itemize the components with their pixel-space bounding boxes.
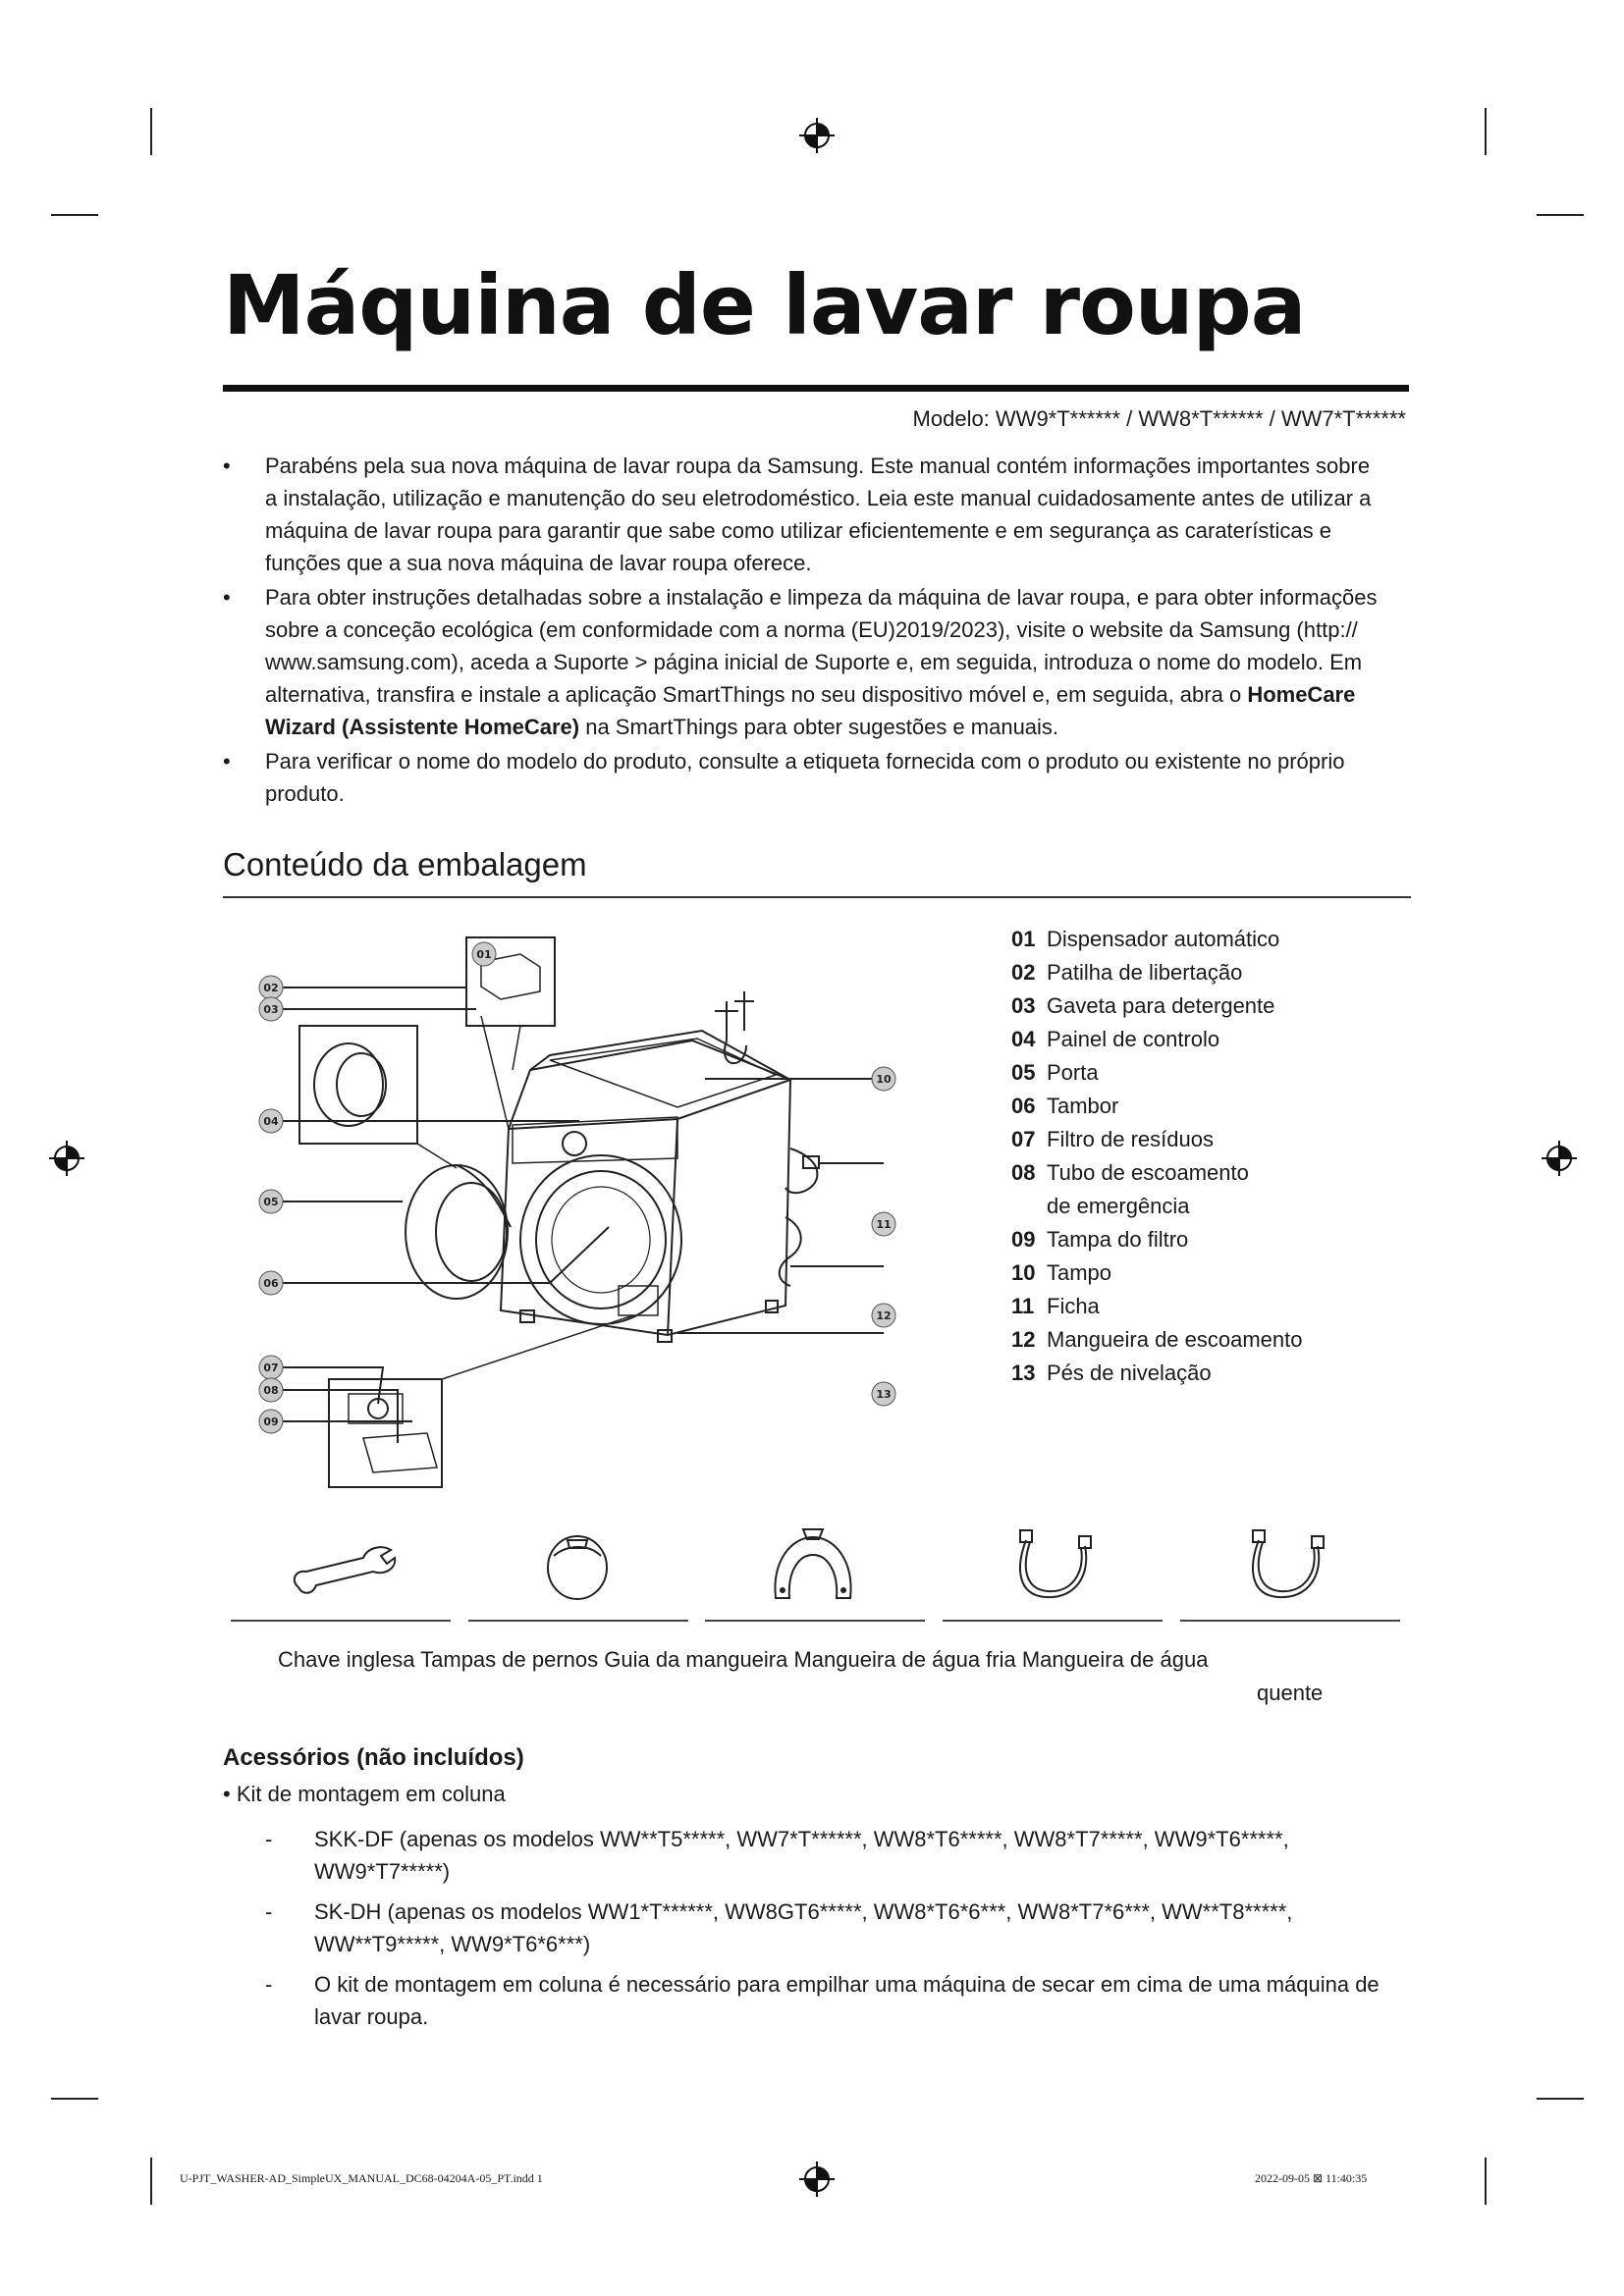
registration-mark-icon	[797, 116, 837, 155]
callout-label: 09	[263, 1415, 279, 1428]
parts-label: Tampa do filtro	[1047, 1227, 1189, 1252]
parts-number: 06	[1011, 1094, 1036, 1118]
accessory-divider	[943, 1620, 1163, 1622]
parts-label: Tubo de escoamento de emergência	[1047, 1160, 1249, 1218]
hose-guide-icon	[764, 1522, 862, 1610]
accessory-divider	[1180, 1620, 1400, 1622]
parts-item	[1011, 1123, 1365, 1156]
dash-marker: -	[265, 1827, 273, 1851]
list-item	[265, 1896, 1394, 1960]
list-item-text: SK-DH (apenas os modelos WW1*T******, WW8GT6*****, WW8*T6*6***, WW8*T7*6***, WW**T8*****, WW**T9*****, WW9*T6*6***)	[314, 1899, 1293, 1956]
registration-mark-icon	[1540, 1139, 1579, 1178]
kit-bullet	[223, 1782, 506, 1807]
intro-text: na SmartThings para obter sugestões e manuais.	[579, 715, 1059, 739]
parts-item	[1011, 923, 1365, 956]
parts-number: 04	[1011, 1027, 1036, 1051]
parts-label: Painel de controlo	[1047, 1027, 1220, 1051]
callout-label: 06	[263, 1277, 279, 1290]
registration-mark-icon	[47, 1139, 86, 1178]
parts-label: Filtro de resíduos	[1047, 1127, 1214, 1151]
model-line: Modelo: WW9*T****** / WW8*T****** / WW7*T******	[912, 406, 1406, 431]
parts-item	[1011, 1090, 1365, 1123]
wrench-icon	[285, 1536, 403, 1605]
footer-timestamp: 2022-09-05 ⊠ 11:40:35	[1255, 2171, 1368, 2185]
washer-diagram	[255, 933, 923, 1492]
callout-label: 13	[876, 1388, 892, 1401]
parts-item	[1011, 956, 1365, 989]
parts-item	[1011, 989, 1365, 1023]
crop-mark	[1537, 214, 1584, 216]
parts-number: 03	[1011, 993, 1036, 1018]
intro-bullet	[223, 745, 1381, 810]
callout-label: 03	[263, 1003, 279, 1016]
parts-item	[1011, 1023, 1365, 1056]
parts-label: Ficha	[1047, 1294, 1100, 1318]
accessory-divider	[705, 1620, 925, 1622]
section-divider	[223, 896, 1411, 898]
callout-label: 02	[263, 982, 279, 994]
parts-number: 13	[1011, 1361, 1036, 1385]
crop-mark	[1537, 2098, 1584, 2100]
crop-mark	[150, 2158, 152, 2205]
crop-mark	[1485, 108, 1487, 155]
parts-number: 09	[1011, 1227, 1036, 1252]
parts-label: Dispensador automático	[1047, 927, 1280, 951]
list-item	[265, 1968, 1394, 2033]
kit-text: Kit de montagem em coluna	[236, 1782, 506, 1806]
dash-marker: -	[265, 1899, 273, 1924]
callout-label: 05	[263, 1196, 279, 1208]
intro-bullet	[223, 581, 1381, 743]
parts-item	[1011, 1357, 1365, 1390]
parts-item	[1011, 1256, 1365, 1290]
bullet-dot: •	[223, 1782, 237, 1806]
parts-label: Tampo	[1047, 1260, 1112, 1285]
dash-marker: -	[265, 1972, 273, 1997]
list-item-text: O kit de montagem em coluna é necessário para empilhar uma máquina de secar em cima de uma máquina de lavar roupa.	[314, 1972, 1380, 2029]
crop-mark	[51, 2098, 98, 2100]
parts-label: Tambor	[1047, 1094, 1119, 1118]
callout-label: 01	[476, 948, 492, 961]
parts-label: Mangueira de escoamento	[1047, 1327, 1303, 1352]
bolt-cap-icon	[538, 1526, 617, 1605]
kit-models-list	[265, 1823, 1394, 2041]
parts-number: 01	[1011, 927, 1036, 951]
crop-mark	[150, 108, 152, 155]
crop-mark	[1485, 2158, 1487, 2205]
list-item-text: SKK-DF (apenas os modelos WW**T5*****, WW7*T******, WW8*T6*****, WW8*T7*****, WW9*T6*****, WW9*T7*****)	[314, 1827, 1289, 1884]
accessory-labels	[278, 1647, 1466, 1673]
parts-label: Pés de nivelação	[1047, 1361, 1212, 1385]
registration-mark-icon	[797, 2160, 837, 2199]
parts-number: 05	[1011, 1060, 1036, 1085]
intro-text: Para verificar o nome do modelo do produto, consulte a etiqueta fornecida com o produto ou existente no próprio produto.	[265, 749, 1345, 806]
parts-label: Gaveta para detergente	[1047, 993, 1275, 1018]
cold-water-hose-icon	[1006, 1526, 1105, 1610]
callout-label: 11	[876, 1218, 892, 1231]
accessory-label-wrap: quente	[1257, 1681, 1324, 1705]
title-divider	[223, 385, 1409, 392]
list-item	[265, 1823, 1394, 1888]
parts-number: 10	[1011, 1260, 1036, 1285]
homecare-wizard-text: HomeCare Wizard (Assistente HomeCare)	[265, 682, 1356, 739]
callout-label: 08	[263, 1384, 279, 1397]
parts-number: 12	[1011, 1327, 1036, 1352]
accessory-divider	[231, 1620, 451, 1622]
parts-item	[1011, 1223, 1365, 1256]
accessory-divider	[468, 1620, 688, 1622]
crop-mark	[51, 214, 98, 216]
parts-item	[1011, 1290, 1365, 1323]
parts-number: 02	[1011, 960, 1036, 985]
parts-number: 11	[1011, 1294, 1035, 1318]
intro-list	[223, 450, 1381, 810]
callout-label: 10	[876, 1073, 892, 1086]
intro-bullet	[223, 450, 1381, 579]
callout-label: 04	[263, 1115, 279, 1128]
parts-item	[1011, 1323, 1365, 1357]
parts-label: Patilha de libertação	[1047, 960, 1243, 985]
accessory-label-text: Chave inglesa Tampas de pernos Guia da mangueira Mangueira de água fria Mangueira de água	[278, 1647, 1209, 1672]
parts-number: 07	[1011, 1127, 1036, 1151]
accessories-heading: Acessórios (não incluídos)	[223, 1744, 524, 1771]
callout-label: 12	[876, 1309, 892, 1322]
footer-filename: U-PJT_WASHER-AD_SimpleUX_MANUAL_DC68-04204A-05_PT.indd 1	[180, 2171, 543, 2185]
callout-label: 07	[263, 1362, 279, 1374]
intro-text: Parabéns pela sua nova máquina de lavar roupa da Samsung. Este manual contém informações importantes sobre a instalação, utilização e manutenção do seu eletrodoméstico. Leia este manual cuidadosamente antes de utilizar a máquina de lavar roupa para garantir que sabe como utilizar eficientemente e em segurança as caraterísticas e funções que a sua nova máquina de lavar roupa oferece.	[265, 454, 1372, 575]
parts-item	[1011, 1156, 1365, 1223]
intro-text: Para obter instruções detalhadas sobre a instalação e limpeza da máquina de lavar roupa, e para obter informações sobre a conceção ecológica (em conformidade com a norma (EU)2019/2023), visite o website da Samsung (http:// www.samsung.com), aceda a Suporte > página inicial de Suporte e, em seguida, introduza o nome do modelo. Em alternativa, transfira e instale a aplicação SmartThings no seu dispositivo móvel e, em seguida, abra o	[265, 585, 1378, 707]
page-title: Máquina de lavar roupa	[223, 257, 1306, 353]
parts-number: 08	[1011, 1160, 1036, 1185]
hot-water-hose-icon	[1239, 1526, 1337, 1610]
parts-item	[1011, 1056, 1365, 1090]
parts-label: Porta	[1047, 1060, 1099, 1085]
section-heading: Conteúdo da embalagem	[223, 846, 587, 882]
parts-list	[1011, 923, 1365, 1390]
